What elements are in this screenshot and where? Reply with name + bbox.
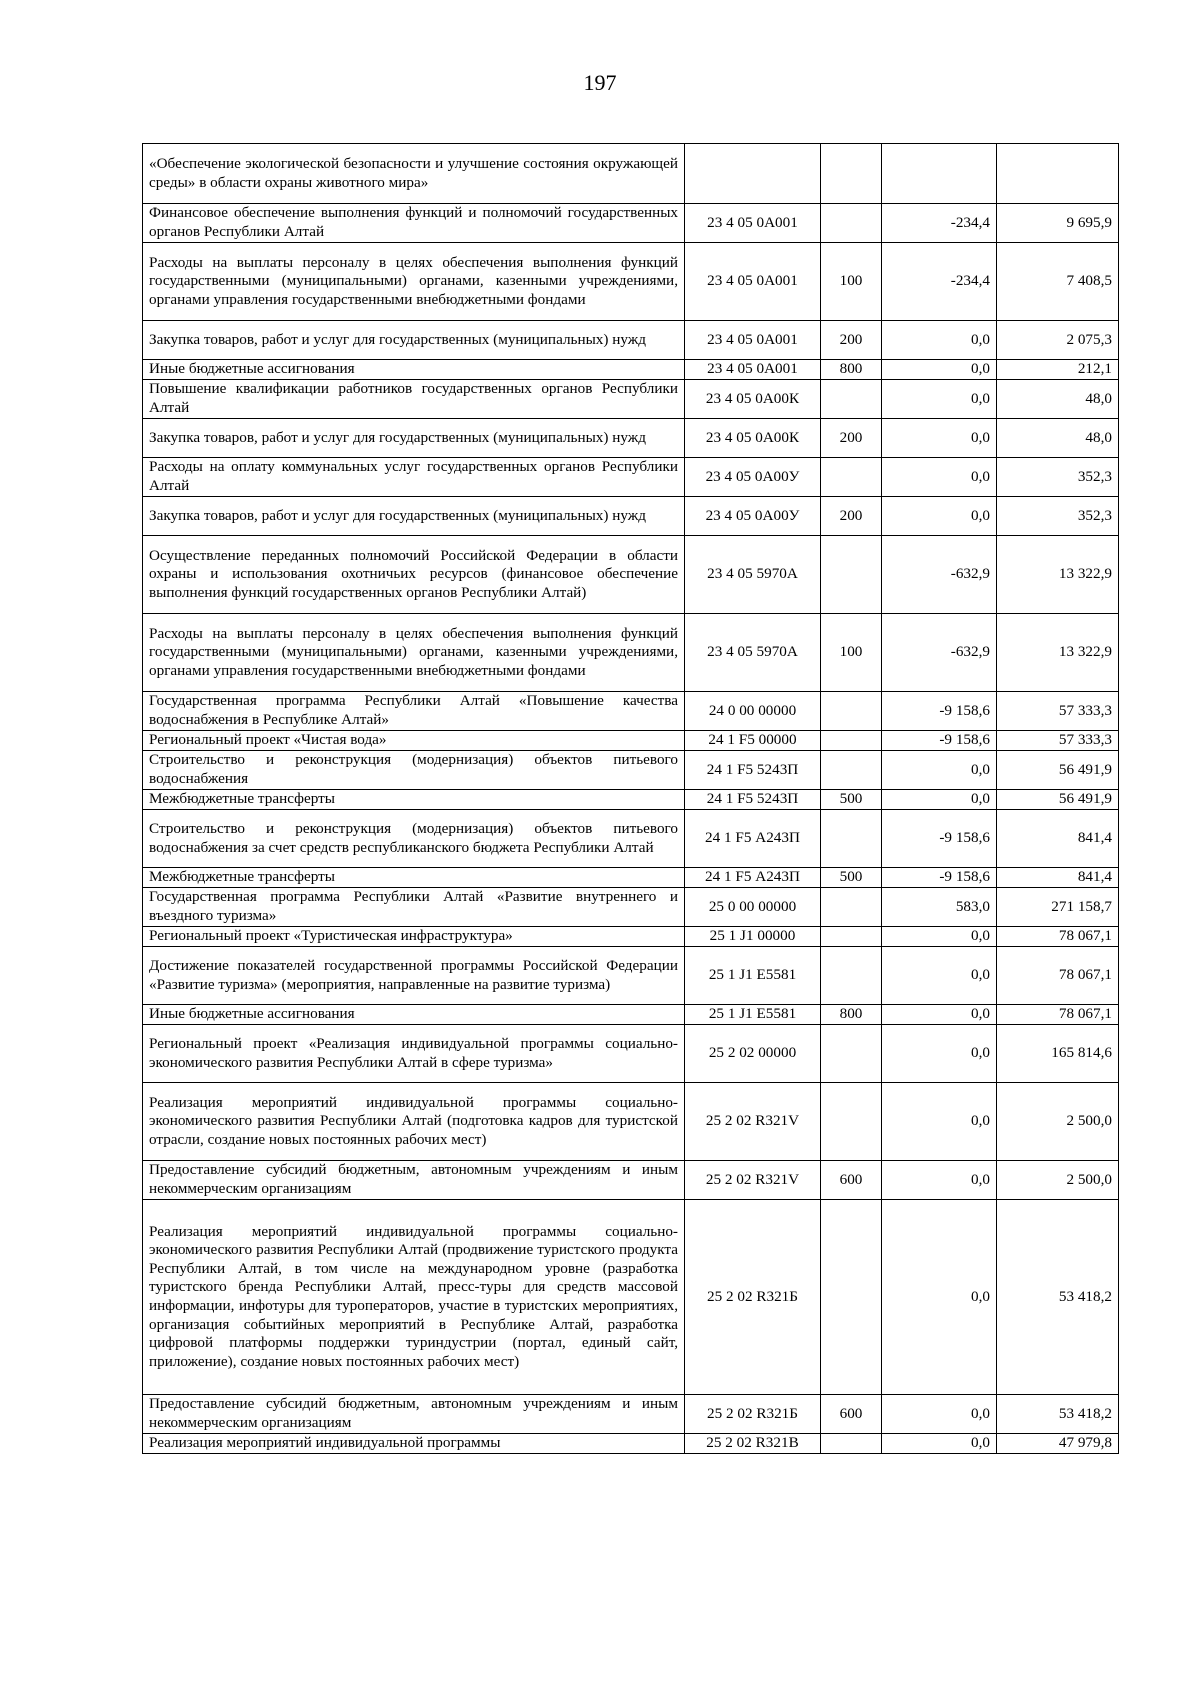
kbk-code-cell: 24 1 F5 00000: [685, 731, 821, 751]
row-name-cell: Закупка товаров, работ и услуг для государственных (муниципальных) нужд: [143, 497, 685, 536]
change-amount-cell: 0,0: [882, 380, 997, 419]
total-amount-cell: 78 067,1: [997, 1005, 1119, 1025]
change-amount-cell: -9 158,6: [882, 692, 997, 731]
row-name-cell: Реализация мероприятий индивидуальной программы социально-экономического развития Республики Алтай (продвижение туристского продукта Республики Алтай, в том числе на международном уровне (разработка туристского бренда Республики Алтай, пресс-туры для средств массовой информации, инфотуры для туроператоров, участие в туристских мероприятиях, организация событийных мероприятий в Республике Алтай, разработка цифровой платформы поддержки туриндустрии (портал, единый сайт, приложение), создание новых постоянных рабочих мест): [143, 1200, 685, 1395]
expense-type-cell: [821, 1025, 882, 1083]
expense-type-cell: [821, 1434, 882, 1454]
total-amount-cell: [997, 144, 1119, 204]
change-amount-cell: -234,4: [882, 243, 997, 321]
total-amount-cell: 78 067,1: [997, 947, 1119, 1005]
total-amount-cell: 57 333,3: [997, 692, 1119, 731]
change-amount-cell: 0,0: [882, 1200, 997, 1395]
total-amount-cell: 841,4: [997, 868, 1119, 888]
kbk-code-cell: [685, 144, 821, 204]
row-name-cell: Предоставление субсидий бюджетным, автономным учреждениям и иным некоммерческим организациям: [143, 1161, 685, 1200]
kbk-code-cell: 25 2 02 00000: [685, 1025, 821, 1083]
total-amount-cell: 56 491,9: [997, 790, 1119, 810]
total-amount-cell: 352,3: [997, 497, 1119, 536]
kbk-code-cell: 25 2 02 R321Б: [685, 1200, 821, 1395]
kbk-code-cell: 23 4 05 0А00К: [685, 380, 821, 419]
expense-type-cell: [821, 751, 882, 790]
table-row: [143, 810, 1119, 868]
change-amount-cell: 0,0: [882, 947, 997, 1005]
table-row: [143, 243, 1119, 321]
change-amount-cell: -234,4: [882, 204, 997, 243]
row-name-cell: Достижение показателей государственной программы Российской Федерации «Развитие туризма» (мероприятия, направленные на развитие туризма): [143, 947, 685, 1005]
change-amount-cell: -9 158,6: [882, 868, 997, 888]
kbk-code-cell: 23 4 05 0А001: [685, 243, 821, 321]
change-amount-cell: -632,9: [882, 614, 997, 692]
expense-type-cell: [821, 1200, 882, 1395]
expense-type-cell: 100: [821, 243, 882, 321]
row-name-cell: Региональный проект «Реализация индивидуальной программы социально-экономического развития Республики Алтай в сфере туризма»: [143, 1025, 685, 1083]
row-name-cell: Повышение квалификации работников государственных органов Республики Алтай: [143, 380, 685, 419]
table-row: [143, 321, 1119, 360]
row-name-cell: Расходы на выплаты персоналу в целях обеспечения выполнения функций государственными (муниципальными) органами, казенными учреждениями, органами управления государственными внебюджетными фондами: [143, 243, 685, 321]
table-row: [143, 888, 1119, 927]
kbk-code-cell: 24 1 F5 5243П: [685, 790, 821, 810]
total-amount-cell: 56 491,9: [997, 751, 1119, 790]
kbk-code-cell: 23 4 05 0А001: [685, 321, 821, 360]
row-name-cell: Расходы на выплаты персоналу в целях обеспечения выполнения функций государственными (муниципальными) органами, казенными учреждениями, органами управления государственными внебюджетными фондами: [143, 614, 685, 692]
total-amount-cell: 165 814,6: [997, 1025, 1119, 1083]
budget-table: [142, 143, 1119, 1454]
expense-type-cell: [821, 144, 882, 204]
table-row: [143, 144, 1119, 204]
row-name-cell: Закупка товаров, работ и услуг для государственных (муниципальных) нужд: [143, 419, 685, 458]
kbk-code-cell: 25 2 02 R321В: [685, 1434, 821, 1454]
total-amount-cell: 352,3: [997, 458, 1119, 497]
row-name-cell: «Обеспечение экологической безопасности и улучшение состояния окружающей среды» в области охраны животного мира»: [143, 144, 685, 204]
expense-type-cell: 800: [821, 360, 882, 380]
page-number: 197: [583, 70, 617, 95]
expense-type-cell: [821, 1083, 882, 1161]
row-name-cell: Региональный проект «Туристическая инфраструктура»: [143, 927, 685, 947]
change-amount-cell: 583,0: [882, 888, 997, 927]
kbk-code-cell: 24 1 F5 А243П: [685, 868, 821, 888]
row-name-cell: Межбюджетные трансферты: [143, 868, 685, 888]
expense-type-cell: 600: [821, 1395, 882, 1434]
table-row: [143, 731, 1119, 751]
budget-table-body: [143, 144, 1119, 1454]
expense-type-cell: [821, 927, 882, 947]
row-name-cell: Финансовое обеспечение выполнения функций и полномочий государственных органов Республики Алтай: [143, 204, 685, 243]
total-amount-cell: 2 075,3: [997, 321, 1119, 360]
expense-type-cell: [821, 458, 882, 497]
kbk-code-cell: 23 4 05 5970А: [685, 614, 821, 692]
table-row: [143, 497, 1119, 536]
kbk-code-cell: 24 0 00 00000: [685, 692, 821, 731]
kbk-code-cell: 24 1 F5 5243П: [685, 751, 821, 790]
table-row: [143, 204, 1119, 243]
table-row: [143, 419, 1119, 458]
change-amount-cell: 0,0: [882, 1025, 997, 1083]
table-row: [143, 947, 1119, 1005]
total-amount-cell: 841,4: [997, 810, 1119, 868]
table-row: [143, 614, 1119, 692]
total-amount-cell: 212,1: [997, 360, 1119, 380]
total-amount-cell: 9 695,9: [997, 204, 1119, 243]
row-name-cell: Строительство и реконструкция (модернизация) объектов питьевого водоснабжения: [143, 751, 685, 790]
kbk-code-cell: 25 2 02 R321Б: [685, 1395, 821, 1434]
kbk-code-cell: 23 4 05 0А001: [685, 360, 821, 380]
total-amount-cell: 47 979,8: [997, 1434, 1119, 1454]
total-amount-cell: 13 322,9: [997, 536, 1119, 614]
change-amount-cell: 0,0: [882, 790, 997, 810]
kbk-code-cell: 25 2 02 R321V: [685, 1161, 821, 1200]
table-row: [143, 1434, 1119, 1454]
table-row: [143, 927, 1119, 947]
expense-type-cell: [821, 536, 882, 614]
expense-type-cell: 200: [821, 497, 882, 536]
row-name-cell: Иные бюджетные ассигнования: [143, 1005, 685, 1025]
total-amount-cell: 13 322,9: [997, 614, 1119, 692]
change-amount-cell: 0,0: [882, 1005, 997, 1025]
total-amount-cell: 48,0: [997, 419, 1119, 458]
total-amount-cell: 57 333,3: [997, 731, 1119, 751]
kbk-code-cell: 23 4 05 0А00К: [685, 419, 821, 458]
table-row: [143, 1200, 1119, 1395]
table-row: [143, 868, 1119, 888]
change-amount-cell: 0,0: [882, 1161, 997, 1200]
expense-type-cell: [821, 888, 882, 927]
total-amount-cell: 2 500,0: [997, 1083, 1119, 1161]
table-row: [143, 536, 1119, 614]
kbk-code-cell: 23 4 05 0А00У: [685, 458, 821, 497]
row-name-cell: Реализация мероприятий индивидуальной программы: [143, 1434, 685, 1454]
change-amount-cell: 0,0: [882, 927, 997, 947]
kbk-code-cell: 25 1 J1 E5581: [685, 947, 821, 1005]
row-name-cell: Реализация мероприятий индивидуальной программы социально-экономического развития Республики Алтай (подготовка кадров для туристской отрасли, создание новых постоянных рабочих мест): [143, 1083, 685, 1161]
row-name-cell: Региональный проект «Чистая вода»: [143, 731, 685, 751]
change-amount-cell: 0,0: [882, 321, 997, 360]
kbk-code-cell: 25 1 J1 E5581: [685, 1005, 821, 1025]
kbk-code-cell: 23 4 05 0А001: [685, 204, 821, 243]
table-row: [143, 1025, 1119, 1083]
table-row: [143, 1005, 1119, 1025]
expense-type-cell: 200: [821, 419, 882, 458]
kbk-code-cell: 25 0 00 00000: [685, 888, 821, 927]
table-row: [143, 360, 1119, 380]
table-row: [143, 1161, 1119, 1200]
total-amount-cell: 78 067,1: [997, 927, 1119, 947]
table-row: [143, 692, 1119, 731]
expense-type-cell: 500: [821, 868, 882, 888]
table-row: [143, 1083, 1119, 1161]
row-name-cell: Расходы на оплату коммунальных услуг государственных органов Республики Алтай: [143, 458, 685, 497]
table-row: [143, 790, 1119, 810]
change-amount-cell: -632,9: [882, 536, 997, 614]
table-row: [143, 751, 1119, 790]
expense-type-cell: 100: [821, 614, 882, 692]
change-amount-cell: 0,0: [882, 497, 997, 536]
change-amount-cell: -9 158,6: [882, 810, 997, 868]
change-amount-cell: 0,0: [882, 1083, 997, 1161]
total-amount-cell: 53 418,2: [997, 1395, 1119, 1434]
row-name-cell: Осуществление переданных полномочий Российской Федерации в области охраны и использования охотничьих ресурсов (финансовое обеспечение выполнения функций государственных органов Республики Алтай): [143, 536, 685, 614]
expense-type-cell: [821, 380, 882, 419]
expense-type-cell: [821, 204, 882, 243]
row-name-cell: Строительство и реконструкция (модернизация) объектов питьевого водоснабжения за счет средств республиканского бюджета Республики Алтай: [143, 810, 685, 868]
expense-type-cell: 600: [821, 1161, 882, 1200]
row-name-cell: Государственная программа Республики Алтай «Развитие внутреннего и въездного туризма»: [143, 888, 685, 927]
expense-type-cell: 200: [821, 321, 882, 360]
change-amount-cell: 0,0: [882, 458, 997, 497]
kbk-code-cell: 23 4 05 5970А: [685, 536, 821, 614]
expense-type-cell: [821, 692, 882, 731]
change-amount-cell: [882, 144, 997, 204]
kbk-code-cell: 24 1 F5 А243П: [685, 810, 821, 868]
total-amount-cell: 7 408,5: [997, 243, 1119, 321]
table-row: [143, 458, 1119, 497]
total-amount-cell: 271 158,7: [997, 888, 1119, 927]
row-name-cell: Межбюджетные трансферты: [143, 790, 685, 810]
row-name-cell: Иные бюджетные ассигнования: [143, 360, 685, 380]
total-amount-cell: 48,0: [997, 380, 1119, 419]
change-amount-cell: 0,0: [882, 1434, 997, 1454]
change-amount-cell: 0,0: [882, 360, 997, 380]
change-amount-cell: 0,0: [882, 751, 997, 790]
table-row: [143, 380, 1119, 419]
kbk-code-cell: 25 1 J1 00000: [685, 927, 821, 947]
expense-type-cell: [821, 731, 882, 751]
row-name-cell: Государственная программа Республики Алтай «Повышение качества водоснабжения в Республике Алтай»: [143, 692, 685, 731]
expense-type-cell: [821, 810, 882, 868]
row-name-cell: Предоставление субсидий бюджетным, автономным учреждениям и иным некоммерческим организациям: [143, 1395, 685, 1434]
change-amount-cell: -9 158,6: [882, 731, 997, 751]
total-amount-cell: 2 500,0: [997, 1161, 1119, 1200]
expense-type-cell: [821, 947, 882, 1005]
expense-type-cell: 800: [821, 1005, 882, 1025]
row-name-cell: Закупка товаров, работ и услуг для государственных (муниципальных) нужд: [143, 321, 685, 360]
change-amount-cell: 0,0: [882, 1395, 997, 1434]
expense-type-cell: 500: [821, 790, 882, 810]
kbk-code-cell: 23 4 05 0А00У: [685, 497, 821, 536]
total-amount-cell: 53 418,2: [997, 1200, 1119, 1395]
change-amount-cell: 0,0: [882, 419, 997, 458]
kbk-code-cell: 25 2 02 R321V: [685, 1083, 821, 1161]
table-row: [143, 1395, 1119, 1434]
